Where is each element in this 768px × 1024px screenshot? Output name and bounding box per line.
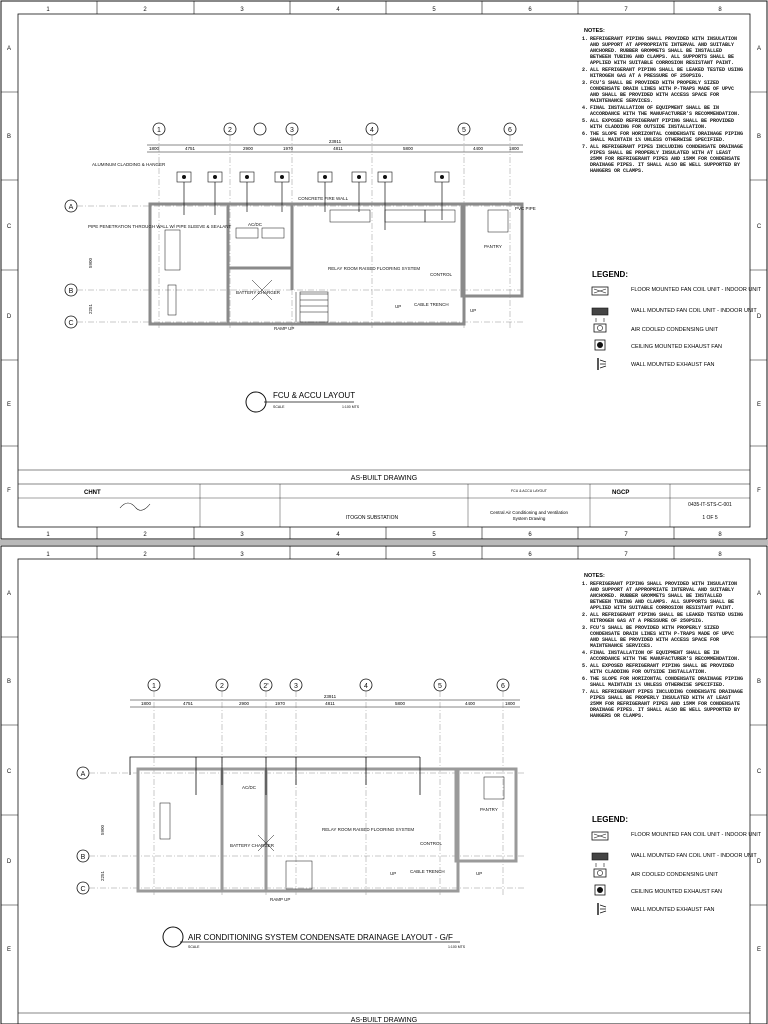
sub-title: FCU & ACCU LAYOUT	[511, 489, 547, 493]
grid-axis: 1	[152, 683, 156, 690]
room-label: CONTROL	[420, 841, 443, 846]
row-label: B	[756, 679, 762, 685]
row-label: D	[6, 314, 12, 320]
grid-axis: 4	[370, 127, 374, 134]
room-label: CONTROL	[430, 272, 453, 277]
drawing-title: AIR CONDITIONING SYSTEM CONDENSATE DRAINAGE LAYOUT - G/F	[188, 933, 453, 942]
annotation: CONCRETE FIRE WALL	[298, 196, 349, 201]
legend-label: CEILING MOUNTED EXHAUST FAN	[631, 889, 722, 895]
drawing-title-line-2: System Drawing	[512, 516, 546, 521]
annotation: PIPE PENETRATION THROUGH WALL W/ PIPE SLEEVE & SEALANT	[88, 224, 232, 229]
row-label: B	[6, 134, 12, 140]
accu-icon	[594, 869, 606, 877]
dimension: 5800	[394, 701, 406, 706]
row-label: E	[6, 402, 12, 408]
drawing-title: FCU & ACCU LAYOUT	[273, 391, 356, 400]
legend-block	[592, 815, 762, 915]
col-label: 5	[432, 552, 436, 558]
notes-block	[582, 573, 746, 809]
legend-label: WALL MOUNTED EXHAUST FAN	[631, 362, 715, 368]
notes-heading: NOTES:	[584, 573, 605, 579]
annotation: PVC PIPE	[515, 206, 536, 211]
row-label: C	[756, 224, 762, 230]
row-label: E	[756, 402, 762, 408]
row-label: B	[6, 679, 12, 685]
row-label: C	[6, 769, 12, 775]
notes-heading: NOTES:	[584, 28, 605, 34]
as-built-label: AS-BUILT DRAWING	[350, 475, 418, 482]
col-label: 5	[432, 532, 436, 538]
row-label: A	[756, 46, 762, 52]
col-label: 3	[240, 532, 244, 538]
room-label: UP	[470, 308, 477, 313]
col-label: 6	[528, 552, 532, 558]
room-label: RELAY ROOM RAISED FLOORING SYSTEM	[322, 827, 415, 832]
row-label: A	[6, 591, 12, 597]
total-dimension: 23911	[328, 139, 342, 144]
drawing-number: 0435-IT-STS-C-001	[688, 502, 732, 508]
col-label: 5	[432, 7, 436, 13]
note-item: 5. ALL EXPOSED REFRIGERANT PIPING SHALL BE PROVIDED WITH CLADDING FOR OUTSIDE INSTALLATION.	[582, 663, 735, 675]
col-label: 1	[46, 7, 50, 13]
sheet-2-title	[163, 927, 466, 949]
col-label: 3	[240, 552, 244, 558]
row-dimension: 5900	[100, 824, 105, 835]
grid-axis: 2	[228, 127, 232, 134]
grid-axis: 4	[364, 683, 368, 690]
scale-value: 1:100 MTS	[342, 405, 360, 409]
note-item: 3. FCU'S SHALL BE PROVIDED WITH PROPERLY SIZED CONDENSATE DRAIN LINES WITH P-TRAPS MADE OF UPVC AND SHALL BE PROVIDED WITH ACCESS SPACE FOR MAINTENANCE SERVICES.	[582, 80, 735, 104]
notes-list-wrap	[582, 581, 746, 809]
room-label: AC/DC	[242, 785, 257, 790]
note-item: 2. ALL REFRIGERANT PIPING SHALL BE LEAKED TESTED USING NITROGEN GAS AT A PRESSURE OF 250PSIG.	[582, 67, 744, 79]
legend-label: CEILING MOUNTED EXHAUST FAN	[631, 344, 722, 350]
col-label: 3	[240, 7, 244, 13]
title-block	[18, 470, 750, 527]
row-dimension: 5900	[88, 257, 93, 268]
legend-block	[592, 270, 762, 370]
project-name: ITOGON SUBSTATION	[345, 515, 399, 521]
col-label: 7	[624, 7, 628, 13]
dimension: 4811	[325, 701, 335, 706]
drawing-sheet-2	[0, 545, 768, 1024]
col-label: 4	[336, 7, 340, 13]
room-label: RAMP UP	[274, 326, 295, 331]
owner-name: NGCP	[612, 490, 630, 496]
wall-fan-icon	[598, 358, 606, 370]
dimension: 1800	[140, 701, 152, 706]
note-item: 2. ALL REFRIGERANT PIPING SHALL BE LEAKED TESTED USING NITROGEN GAS AT A PRESSURE OF 250PSIG.	[582, 612, 744, 624]
col-label: 8	[718, 532, 722, 538]
dimension: 1970	[282, 146, 294, 151]
legend-heading: LEGEND:	[592, 270, 628, 279]
grid-axis: 2'	[263, 683, 269, 690]
col-label: 2	[143, 532, 147, 538]
note-item: 7. ALL REFRIGERANT PIPES INCLUDING CONDENSATE DRAINAGE PIPES SHALL BE PROPERLY INSULATED WITH AT LEAST 25MM FOR REFRIGERANT PIPES AND 15MM FOR CONDENSATE DRAINAGE PIPES. IT SHALL ALSO BE WELL SUPPORTED BY HANGERS OR CLAMPS.	[582, 689, 744, 719]
note-item: 7. ALL REFRIGERANT PIPES INCLUDING CONDENSATE DRAINAGE PIPES SHALL BE PROPERLY INSULATED WITH AT LEAST 25MM FOR REFRIGERANT PIPES AND 15MM FOR CONDENSATE DRAINAGE PIPES. IT SHALL ALSO BE WELL SUPPORTED BY HANGERS OR CLAMPS.	[582, 144, 744, 174]
grid-axis: 2	[220, 683, 224, 690]
col-label: 7	[624, 532, 628, 538]
room-label: BATTERY CHARGER	[230, 843, 275, 848]
note-item: 6. THE SLOPE FOR HORIZONTAL CONDENSATE DRAINAGE PIPING SHALL MAINTAIN 1% UNLESS OTHERWISE SPECIFIED.	[582, 131, 744, 143]
col-label: 4	[336, 532, 340, 538]
dimension: 4751	[182, 701, 194, 706]
room-label: RAMP UP	[270, 897, 291, 902]
grid-axis: 5	[438, 683, 442, 690]
col-label: 4	[336, 552, 340, 558]
row-label: F	[7, 488, 11, 494]
signature-icon	[120, 503, 150, 510]
note-item: 5. ALL EXPOSED REFRIGERANT PIPING SHALL BE PROVIDED WITH CLADDING FOR OUTSIDE INSTALLATION.	[582, 118, 735, 130]
grid-axis: A	[68, 204, 74, 211]
legend-label: FLOOR MOUNTED FAN COIL UNIT - INDOOR UNIT	[631, 832, 762, 838]
client-name: CHNT	[84, 490, 101, 496]
note-item: 6. THE SLOPE FOR HORIZONTAL CONDENSATE DRAINAGE PIPING SHALL MAINTAIN 1% UNLESS OTHERWISE SPECIFIED.	[582, 676, 744, 688]
dimension: 2900	[238, 701, 250, 706]
legend-heading: LEGEND:	[592, 815, 628, 824]
sheet-1-title	[246, 391, 360, 412]
floor-plan-2	[77, 679, 525, 902]
row-label: E	[6, 947, 12, 953]
room-label: BATTERY CHARGER	[236, 290, 281, 295]
floor-plan-1	[65, 123, 536, 331]
scale-label: SCALE	[273, 405, 285, 409]
notes-block	[582, 28, 746, 264]
note-item: 1. REFRIGERANT PIPING SHALL PROVIDED WITH INSULATION AND SUPPORT AT APPROPRIATE INTERVAL AND SUITABLY ANCHORED. RUBBER GROMMETS SHALL BE INSTALLED BETWEEN TUBING AND CLAMPS. ALL SUPPORTS SHALL BE APPLIED WITH SUITABLE CORROSION RESISTANT PAINT.	[582, 36, 738, 66]
sheet-2-svg	[0, 545, 768, 1024]
legend-label: WALL MOUNTED FAN COIL UNIT - INDOOR UNIT	[631, 853, 757, 859]
wall-fcu-icon	[592, 853, 608, 867]
room-label: AC/DC	[248, 222, 263, 227]
annotation: ALUMINUM CLADDING & HANGER	[92, 162, 166, 167]
dimension: 2900	[242, 146, 254, 151]
dimension: 5800	[402, 146, 414, 151]
legend-label: AIR COOLED CONDENSING UNIT	[631, 327, 719, 333]
col-label: 1	[46, 532, 50, 538]
floor-fcu-icon	[592, 832, 608, 840]
grid-axis: B	[68, 288, 74, 295]
col-label: 8	[718, 552, 722, 558]
row-dimension: 2251	[88, 303, 93, 314]
row-label: D	[756, 859, 762, 865]
row-label: C	[6, 224, 12, 230]
room-label: UP	[476, 871, 483, 876]
row-label: C	[756, 769, 762, 775]
row-dimension: 2251	[100, 870, 105, 881]
dimension: 4811	[333, 146, 343, 151]
col-label: 7	[624, 552, 628, 558]
col-label: 6	[528, 532, 532, 538]
grid-axis: C	[80, 886, 86, 893]
drawing-title-line-1: Central Air Conditioning and Ventilation	[489, 510, 569, 515]
grid-axis: 6	[501, 683, 505, 690]
row-label: D	[6, 859, 12, 865]
ceiling-fan-icon	[595, 340, 605, 350]
note-item: 4. FINAL INSTALLATION OF EQUIPMENT SHALL BE IN ACCORDANCE WITH THE MANUFACTURER'S RECOMMENDATION.	[582, 105, 741, 117]
notes-list-wrap	[582, 36, 746, 264]
note-item: 4. FINAL INSTALLATION OF EQUIPMENT SHALL BE IN ACCORDANCE WITH THE MANUFACTURER'S RECOMMENDATION.	[582, 650, 741, 662]
row-label: D	[756, 314, 762, 320]
legend-label: WALL MOUNTED FAN COIL UNIT - INDOOR UNIT	[631, 308, 757, 314]
room-label: CABLE TRENCH	[410, 869, 445, 874]
col-label: 1	[46, 552, 50, 558]
title-block	[18, 1013, 750, 1024]
grid-axis: 3	[290, 127, 294, 134]
grid-axis: B	[80, 854, 86, 861]
room-label: CABLE TRENCH	[414, 302, 449, 307]
scale-value: 1:100 MTS	[448, 945, 466, 949]
row-label: A	[756, 591, 762, 597]
col-label: 6	[528, 7, 532, 13]
wall-fcu-icon	[592, 308, 608, 322]
room-label: PANTRY	[484, 244, 502, 249]
total-dimension: 23911	[323, 694, 337, 699]
col-label: 8	[718, 7, 722, 13]
grid-axis: 6	[508, 127, 512, 134]
row-label: B	[756, 134, 762, 140]
wall-fan-icon	[598, 903, 606, 915]
grid-axis: A	[80, 771, 86, 778]
col-label: 2	[143, 552, 147, 558]
floor-fcu-icon	[592, 287, 608, 295]
dimension: 4751	[184, 146, 196, 151]
room-label: PANTRY	[480, 807, 498, 812]
grid-axis: 1	[157, 127, 161, 134]
accu-icon	[594, 324, 606, 332]
room-label: UP	[390, 871, 397, 876]
note-item: 3. FCU'S SHALL BE PROVIDED WITH PROPERLY SIZED CONDENSATE DRAIN LINES WITH P-TRAPS MADE OF UPVC AND SHALL BE PROVIDED WITH ACCESS SPACE FOR MAINTENANCE SERVICES.	[582, 625, 735, 649]
grid-axis: 5	[462, 127, 466, 134]
ceiling-fan-icon	[595, 885, 605, 895]
col-label: 2	[143, 7, 147, 13]
legend-label: FLOOR MOUNTED FAN COIL UNIT - INDOOR UNIT	[631, 287, 762, 293]
grid-axis: 3	[294, 683, 298, 690]
dimension: 1970	[274, 701, 286, 706]
as-built-label: AS-BUILT DRAWING	[350, 1017, 418, 1024]
row-label: E	[756, 947, 762, 953]
row-label: A	[6, 46, 12, 52]
dimension: 1800	[508, 146, 520, 151]
room-label: RELAY ROOM RAISED FLOORING SYSTEM	[328, 266, 421, 271]
dimension: 4400	[464, 701, 476, 706]
scale-label: SCALE	[188, 945, 200, 949]
dimension: 4400	[472, 146, 484, 151]
legend-label: WALL MOUNTED EXHAUST FAN	[631, 907, 715, 913]
dimension: 1800	[504, 701, 516, 706]
room-label: UP	[395, 304, 402, 309]
dimension: 1800	[148, 146, 160, 151]
legend-label: AIR COOLED CONDENSING UNIT	[631, 872, 719, 878]
row-label: F	[757, 488, 761, 494]
grid-axis: C	[68, 320, 74, 327]
note-item: 1. REFRIGERANT PIPING SHALL PROVIDED WITH INSULATION AND SUPPORT AT APPROPRIATE INTERVAL AND SUITABLY ANCHORED. RUBBER GROMMETS SHALL BE INSTALLED BETWEEN TUBING AND CLAMPS. ALL SUPPORTS SHALL BE APPLIED WITH SUITABLE CORROSION RESISTANT PAINT.	[582, 581, 738, 611]
sheet-number: 1 OF 5	[702, 515, 718, 521]
